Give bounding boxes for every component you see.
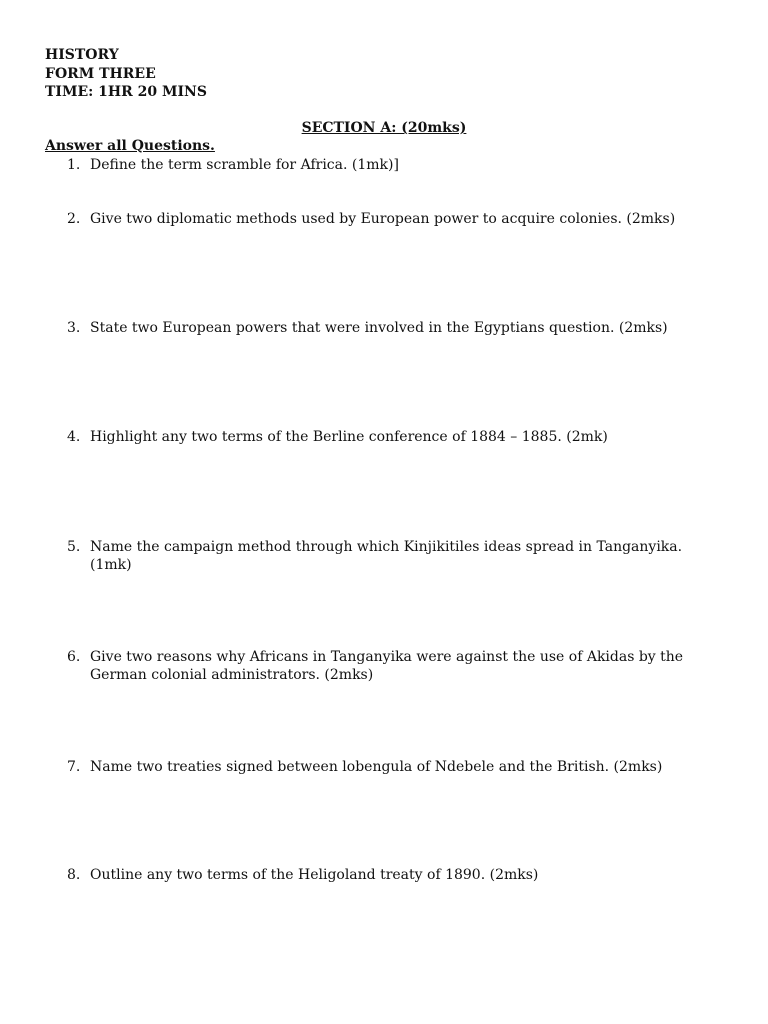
question-3 [67,319,717,337]
question-text: Give two diplomatic methods used by European power to acquire colonies. (2mks) [90,211,676,227]
question-5 [67,538,717,574]
question-number: 2. [67,211,81,227]
question-7 [67,758,717,776]
question-text: Outline any two terms of the Heligoland treaty of 1890. (2mks) [90,867,539,883]
question-text: Give two reasons why Africans in Tanganyika were against the use of Akidas by the German colonial administrators. (2mks) [90,649,684,683]
question-number: 7. [67,759,81,775]
question-4 [67,428,717,446]
question-number: 6. [67,649,81,665]
subject-title: HISTORY [45,47,119,63]
exam-time: TIME: 1HR 20 MINS [45,84,207,100]
question-text: Highlight any two terms of the Berline conference of 1884 – 1885. (2mk) [90,429,608,445]
question-6 [67,648,717,684]
question-number: 4. [67,429,81,445]
question-8 [67,866,717,884]
section-title: SECTION A: (20mks) [301,120,467,136]
form-level: FORM THREE [45,65,156,82]
instructions: Answer all Questions. [45,138,215,154]
question-number: 3. [67,320,81,336]
question-1 [67,156,717,174]
question-text: Name the campaign method through which Kinjikitiles ideas spread in Tanganyika. (1mk) [90,539,683,573]
question-number: 5. [67,539,81,555]
question-number: 8. [67,867,81,883]
question-text: Name two treaties signed between lobengula of Ndebele and the British. (2mks) [90,759,663,775]
question-number: 1. [67,157,81,173]
question-2 [67,210,717,228]
question-text: Define the term scramble for Africa. (1mk)] [90,157,399,173]
exam-header [45,46,207,102]
question-text: State two European powers that were involved in the Egyptians question. (2mks) [90,320,668,336]
